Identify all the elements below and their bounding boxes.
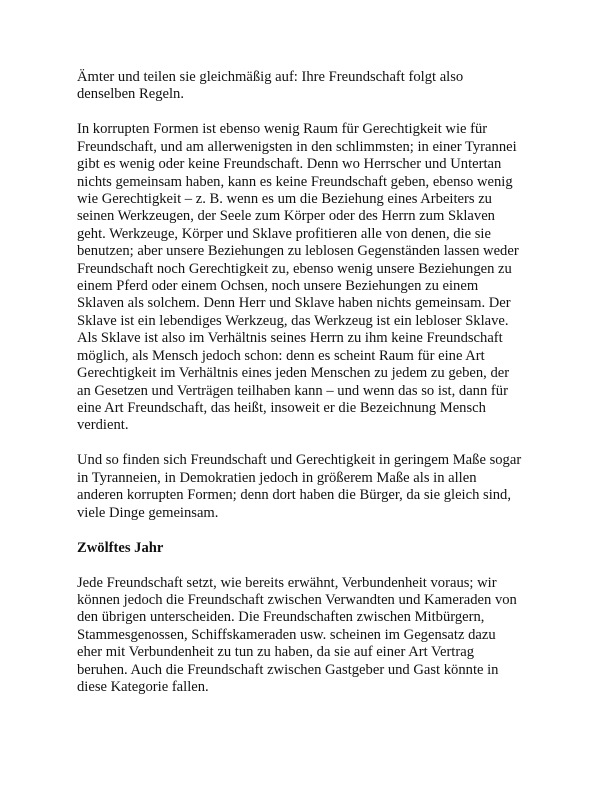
text-line: in Tyranneien, in Demokratien jedoch in größerem Maße als in allen bbox=[77, 469, 477, 486]
text-line: können jedoch die Freundschaft zwischen Verwandten und Kameraden von bbox=[77, 591, 517, 608]
paragraph-3 bbox=[77, 452, 547, 522]
text-line: den übrigen unterscheiden. Die Freundschaften zwischen Mitbürgern, bbox=[77, 609, 485, 626]
text-line: eher mit Verbundenheit zu tun zu haben, da sie auf einer Art Vertrag bbox=[77, 644, 475, 661]
text-line: In korrupten Formen ist ebenso wenig Raum für Gerechtigkeit wie für bbox=[77, 121, 488, 138]
text-line: wie Gerechtigkeit – z. B. wenn es um die Beziehung eines Arbeiters zu bbox=[77, 191, 492, 208]
text-line: einem Pferd oder einem Ochsen, noch unsere Beziehungen zu einem bbox=[77, 278, 479, 295]
text-line: Jede Freundschaft setzt, wie bereits erwähnt, Verbundenheit voraus; wir bbox=[77, 574, 497, 591]
text-line: an Gesetzen und Verträgen teilhaben kann – und wenn das so ist, dann für bbox=[77, 382, 508, 399]
text-line: denselben Regeln. bbox=[77, 86, 184, 103]
text-line: Als Sklave ist also im Verhältnis seines Herrn zu ihm keine Freundschaft bbox=[77, 330, 503, 347]
text-line: nichts gemeinsam haben, kann es keine Freundschaft geben, ebenso wenig bbox=[77, 173, 513, 190]
text-line: Freundschaft, und am allerwenigsten in den schlimmsten; in einer Tyrannei bbox=[77, 138, 517, 155]
text-line: Ämter und teilen sie gleichmäßig auf: Ihre Freundschaft folgt also bbox=[77, 69, 464, 85]
text-line: anderen korrupten Formen; denn dort haben die Bürger, da sie gleich sind, bbox=[77, 487, 511, 504]
text-line: Sklaven als solchem. Denn Herr und Sklave haben nichts gemeinsam. Der bbox=[77, 295, 511, 312]
paragraph-1 bbox=[77, 69, 547, 104]
text-line: Stammesgenossen, Schiffskameraden usw. scheinen im Gegensatz dazu bbox=[77, 626, 496, 643]
text-line: gibt es wenig oder keine Freundschaft. Denn wo Herrscher und Untertan bbox=[77, 156, 502, 173]
text-line: Gerechtigkeit im Verhältnis eines jeden Menschen zu jedem zu geben, der bbox=[77, 365, 510, 382]
text-line: viele Dinge gemeinsam. bbox=[77, 504, 219, 521]
text-line: verdient. bbox=[77, 417, 129, 434]
section-heading: Zwölftes Jahr bbox=[77, 539, 164, 556]
text-line: eine Art Freundschaft, das heißt, insoweit er die Bezeichnung Mensch bbox=[77, 399, 486, 416]
text-line: beruhen. Auch die Freundschaft zwischen Gastgeber und Gast könnte in bbox=[77, 661, 499, 678]
text-line: Sklave ist ein lebendiges Werkzeug, das Werkzeug ist ein lebloser Sklave. bbox=[77, 312, 509, 329]
paragraph-4 bbox=[77, 575, 547, 697]
text-line: Freundschaft noch Gerechtigkeit zu, ebenso wenig unsere Beziehungen zu bbox=[77, 260, 512, 277]
text-line: geht. Werkzeuge, Körper und Sklave profitieren alle von denen, die sie bbox=[77, 225, 491, 242]
text-line: diese Kategorie fallen. bbox=[77, 678, 209, 695]
text-line: Und so finden sich Freundschaft und Gerechtigkeit in geringem Maße sogar bbox=[77, 452, 522, 469]
text-line: benutzen; aber unsere Beziehungen zu leblosen Gegenständen lassen weder bbox=[77, 243, 519, 260]
document-body bbox=[77, 69, 547, 714]
paragraph-2 bbox=[77, 121, 547, 434]
text-line: möglich, als Mensch jedoch schon: denn es scheint Raum für eine Art bbox=[77, 347, 485, 364]
text-line: seinen Werkzeugen, der Seele zum Körper oder des Herrn zum Sklaven bbox=[77, 208, 495, 225]
